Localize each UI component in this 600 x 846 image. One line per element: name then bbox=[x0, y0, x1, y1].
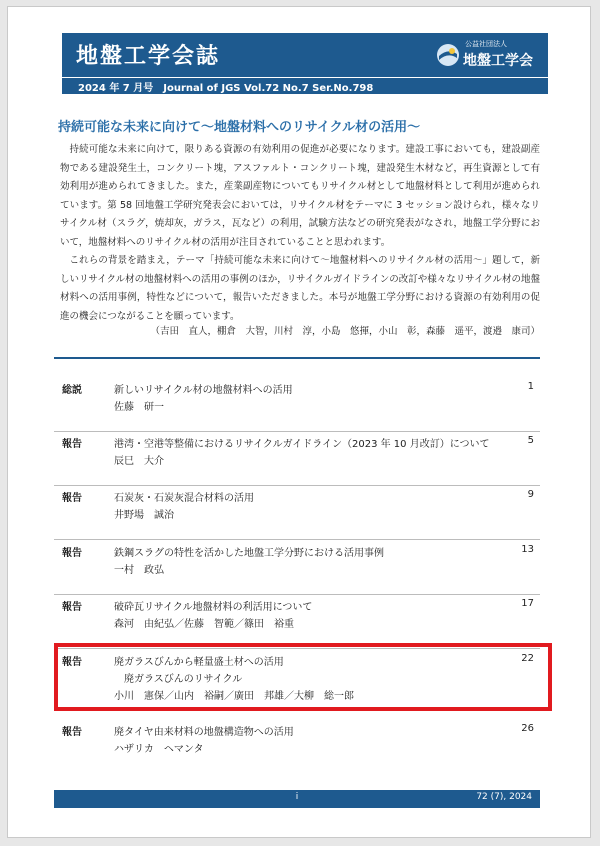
toc-entry[interactable] bbox=[54, 598, 540, 642]
toc-title[interactable]: 鉄鋼スラグの特性を活かした地盤工学分野における活用事例 bbox=[114, 548, 384, 559]
toc-type: 報告 bbox=[62, 657, 82, 668]
journal-banner bbox=[62, 33, 548, 77]
toc-separator bbox=[54, 594, 540, 595]
toc-page-number: 26 bbox=[521, 723, 534, 734]
toc-author: 井野場 誠治 bbox=[114, 510, 174, 521]
feature-title: 持続可能な未来に向けて～地盤材料へのリサイクル材の活用～ bbox=[58, 120, 421, 135]
toc-author: 小川 憲保／山内 裕嗣／廣田 邦雄／大柳 総一郎 bbox=[114, 691, 354, 702]
journal-title: 地盤工学会誌 bbox=[76, 44, 221, 69]
toc-title[interactable]: 新しいリサイクル材の地盤材料への活用 bbox=[114, 385, 293, 396]
toc-separator bbox=[54, 431, 540, 432]
toc-page-number: 1 bbox=[527, 381, 534, 392]
toc-type: 報告 bbox=[62, 439, 82, 450]
toc-page-number: 17 bbox=[521, 598, 534, 609]
toc-separator bbox=[54, 485, 540, 486]
page-footer bbox=[54, 790, 540, 808]
toc-author: 一村 政弘 bbox=[114, 565, 164, 576]
toc-entry[interactable] bbox=[54, 723, 540, 767]
toc-page-number: 22 bbox=[521, 653, 534, 664]
issue-bar bbox=[62, 78, 548, 94]
toc-type: 総説 bbox=[62, 385, 82, 396]
intro-paragraph: これらの背景を踏まえ，テーマ「持続可能な未来に向けて～地盤材料へのリサイクル材の活用～」題して，新しいリサイクル材の地盤材料への活用の事例のほか，リサイクルガイドラインの改訂や様々なリサイクル材の地盤材料への活用事例，特性などについて，報告いただきました。本号が地盤工学分野における資源の有効利用の促進の機会につながることを願っています。 bbox=[60, 255, 540, 322]
highlight-box bbox=[54, 643, 552, 711]
toc-entry[interactable] bbox=[54, 489, 540, 533]
toc-title[interactable]: 石炭灰・石炭灰混合材料の活用 bbox=[114, 493, 254, 504]
toc-separator bbox=[54, 539, 540, 540]
logo-org-name: 地盤工学会 bbox=[463, 53, 533, 69]
toc-title[interactable]: 港湾・空港等整備におけるリサイクルガイドライン（2023 年 10 月改訂）について bbox=[114, 439, 490, 450]
toc-type: 報告 bbox=[62, 727, 82, 738]
toc-subtitle: 廃ガラスびんのリサイクル bbox=[124, 674, 243, 685]
footer-page-roman: i bbox=[295, 792, 299, 802]
toc-author: 辰巳 大介 bbox=[114, 456, 164, 467]
globe-logo-icon bbox=[436, 43, 460, 67]
feature-intro bbox=[60, 141, 540, 326]
toc-type: 報告 bbox=[62, 548, 82, 559]
feature-authors: （吉田 直人，棚倉 大智，川村 淳，小島 悠揮，小山 彰，森藤 遥平，渡邉 康司） bbox=[150, 326, 540, 337]
footer-issue-ref: 72 (7), 2024 bbox=[476, 792, 532, 802]
toc-page-number: 13 bbox=[521, 544, 534, 555]
toc-page-number: 5 bbox=[527, 435, 534, 446]
toc-author: ハザリカ ヘマンタ bbox=[114, 744, 204, 755]
toc-entry[interactable] bbox=[54, 435, 540, 479]
toc-title[interactable]: 廃タイヤ由来材料の地盤構造物への活用 bbox=[114, 727, 294, 738]
toc-author: 森河 由紀弘／佐藤 智範／篠田 裕重 bbox=[114, 619, 294, 630]
intro-paragraph: 持続可能な未来に向けて，限りある資源の有効利用の促進が必要になります。建設工事においても，建設副産物である建設発生土，コンクリート塊，アスファルト・コンクリート塊，建設発生木材など，再生資源として有効利用が進められてきました。また，産業副産物についてもリサイクル材として地盤材料として利用が進められています。第 58 回地盤工学研究発表会においては，リサイクル材をテーマに 3 セッション設けられ，様々なリサイクル材（スラグ，焼却灰，ガラス，瓦など）の利用，試験方法などの研究発表がなされ，地盤工学分野において，地盤材料へのリサイクル材の活用が注目されていることと思われます。 bbox=[60, 144, 540, 248]
toc-title[interactable]: 破砕瓦リサイクル地盤材料の利活用について bbox=[114, 602, 313, 613]
issue-line: 2024 年 7 月号 Journal of JGS Vol.72 No.7 Ser.No.798 bbox=[78, 83, 374, 94]
toc-author: 佐藤 研一 bbox=[114, 402, 164, 413]
toc-type: 報告 bbox=[62, 602, 82, 613]
logo-org-type: 公益社団法人 bbox=[465, 40, 507, 48]
section-divider bbox=[54, 357, 540, 359]
toc-title[interactable]: 廃ガラスびんから軽量盛土材への活用 bbox=[114, 657, 284, 668]
toc-type: 報告 bbox=[62, 493, 82, 504]
toc-entry[interactable] bbox=[54, 544, 540, 588]
toc-page-number: 9 bbox=[527, 489, 534, 500]
toc-entry[interactable] bbox=[54, 381, 540, 425]
